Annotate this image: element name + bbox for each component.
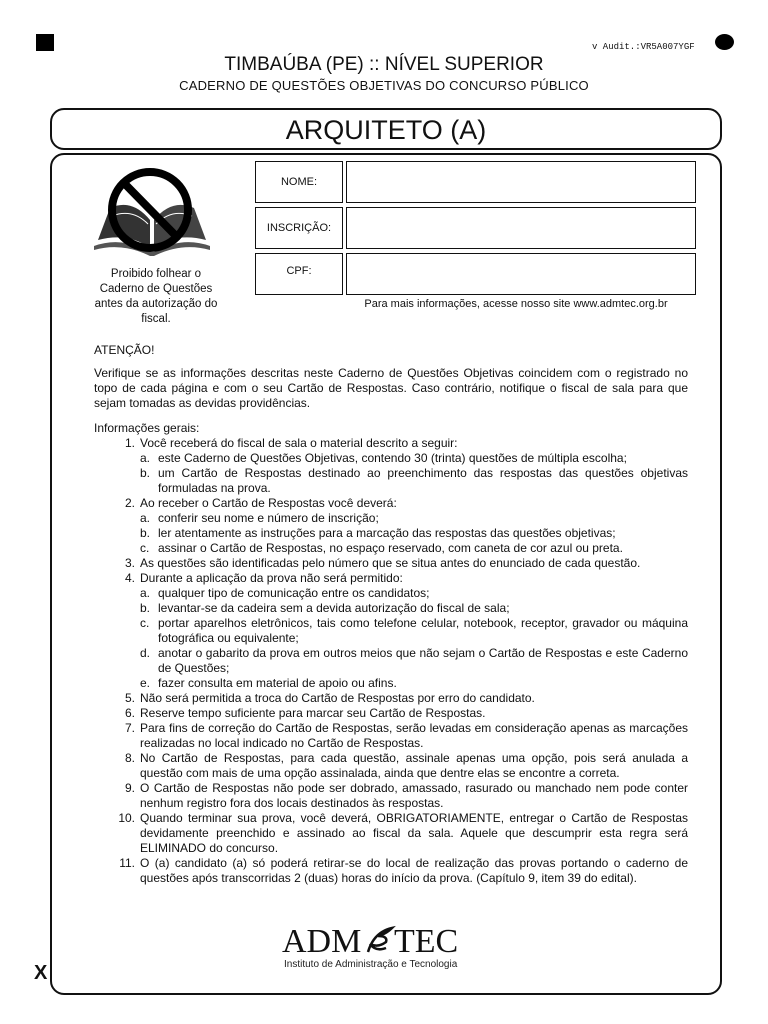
subitem-text: levantar-se da cadeira sem a devida autorização do fiscal de sala;	[158, 601, 510, 615]
instruction-item	[94, 721, 688, 751]
instruction-number: 3.	[124, 556, 135, 570]
registration-field[interactable]	[346, 207, 696, 249]
subitem-letter: b.	[140, 466, 151, 480]
instruction-subitem	[140, 646, 688, 676]
subitem-letter: c.	[140, 541, 150, 555]
instruction-number: 7.	[124, 721, 135, 735]
instruction-item	[94, 556, 688, 571]
instruction-number: 4.	[124, 571, 135, 585]
instruction-text: Quando terminar sua prova, você deverá, OBRIGATORIAMENTE, entregar o Cartão de Respostas devidamente preenchido e assinado ao fiscal da sala. Aquele que descumprir esta regra será ELIMINADO do concurso.	[140, 811, 688, 855]
instruction-number: 6.	[124, 706, 135, 720]
general-info-heading: Informações gerais:	[94, 421, 200, 435]
subitem-letter: d.	[140, 646, 151, 660]
instruction-subitem	[140, 526, 688, 541]
instruction-subitem	[140, 601, 688, 616]
subitem-text: assinar o Cartão de Respostas, no espaço reservado, com caneta de cor azul ou preta.	[158, 541, 623, 555]
registration-label: INSCRIÇÃO:	[255, 207, 343, 249]
instruction-number: 8.	[124, 751, 135, 765]
instruction-text: Não será permitida a troca do Cartão de Respostas por erro do candidato.	[140, 691, 535, 705]
subitem-letter: b.	[140, 526, 151, 540]
instruction-number: 11.	[119, 856, 135, 870]
attention-heading: ATENÇÃO!	[94, 343, 155, 357]
audit-code: v Audit.:VR5A007YGF	[592, 42, 695, 52]
instructions-list	[94, 436, 688, 886]
subitem-text: um Cartão de Respostas destinado ao preenchimento das respostas das questões objetivas formuladas na prova.	[158, 466, 688, 495]
instruction-number: 2.	[124, 496, 135, 510]
instruction-item	[94, 436, 688, 496]
instruction-item	[94, 691, 688, 706]
subitem-letter: c.	[140, 616, 150, 630]
registration-mark-dot	[715, 34, 734, 50]
cpf-field[interactable]	[346, 253, 696, 295]
instruction-sublist	[140, 511, 688, 556]
instruction-subitem	[140, 616, 688, 646]
instruction-subitem	[140, 586, 688, 601]
instruction-item	[94, 571, 688, 691]
verify-paragraph: Verifique se as informações descritas neste Caderno de Questões Objetivas coincidem com o registrado no topo de cada página e com o seu Cartão de Respostas. Caso contrário, notifique o fiscal de sala para que sejam tomadas as devidas providências.	[94, 366, 688, 410]
subitem-letter: e.	[140, 676, 151, 690]
instruction-text: Durante a aplicação da prova não será permitido:	[140, 571, 403, 585]
subitem-text: ler atentamente as instruções para a marcação das respostas das questões objetivas;	[158, 526, 616, 540]
logo-tec: TEC	[394, 923, 459, 960]
instruction-text: No Cartão de Respostas, para cada questão, assinale apenas uma opção, pois será anulada a questão com mais de uma opção assinalada, ainda que dentre elas se encontre a correta.	[140, 751, 688, 780]
instruction-text: O (a) candidato (a) só poderá retirar-se do local de realização das provas portando o caderno de questões após transcorridas 2 (duas) horas do início da prova. (Capítulo 9, item 39 do edital).	[140, 856, 688, 885]
instruction-item	[94, 781, 688, 811]
instruction-text: Para fins de correção do Cartão de Respostas, serão levadas em consideração apenas as marcações realizadas no local indicado no Cartão de Respostas.	[140, 721, 688, 750]
name-field[interactable]	[346, 161, 696, 203]
logo-adm: ADM	[282, 923, 362, 960]
corner-x-mark: X	[34, 962, 48, 984]
instruction-sublist	[140, 451, 688, 496]
subitem-letter: a.	[140, 451, 151, 465]
cpf-label: CPF:	[255, 253, 343, 295]
instruction-text: O Cartão de Respostas não pode ser dobrado, amassado, rasurado ou manchado nem pode conter nenhum registro fora dos locais destinados às respostas.	[140, 781, 688, 810]
instruction-subitem	[140, 676, 688, 691]
registration-mark-square	[36, 34, 54, 51]
instruction-subitem	[140, 466, 688, 496]
page-title: TIMBAÚBA (PE) :: NÍVEL SUPERIOR	[224, 54, 544, 75]
instruction-item	[94, 496, 688, 556]
no-book-icon	[92, 158, 212, 264]
instruction-subitem	[140, 511, 688, 526]
instruction-item	[94, 706, 688, 721]
instruction-text: Reserve tempo suficiente para marcar seu Cartão de Respostas.	[140, 706, 486, 720]
subitem-text: fazer consulta em material de apoio ou afins.	[158, 676, 397, 690]
instruction-item	[94, 811, 688, 856]
instruction-number: 1.	[124, 436, 135, 450]
subitem-text: este Caderno de Questões Objetivas, contendo 30 (trinta) questões de múltipla escolha;	[158, 451, 627, 465]
instruction-number: 10.	[118, 811, 135, 825]
instruction-number: 9.	[124, 781, 135, 795]
name-label: NOME:	[255, 161, 343, 203]
instruction-item	[94, 856, 688, 886]
more-info-text: Para mais informações, acesse nosso site www.admtec.org.br	[364, 298, 668, 310]
subitem-text: portar aparelhos eletrônicos, tais como telefone celular, notebook, receptor, gravador ou máquina fotográfica ou equivalente;	[158, 616, 688, 645]
instruction-sublist	[140, 586, 688, 691]
instruction-text: Você receberá do fiscal de sala o material descrito a seguir:	[140, 436, 458, 450]
subitem-text: conferir seu nome e número de inscrição;	[158, 511, 379, 525]
subitem-letter: a.	[140, 586, 151, 600]
subitem-letter: a.	[140, 511, 151, 525]
instruction-text: Ao receber o Cartão de Respostas você deverá:	[140, 496, 397, 510]
subitem-text: anotar o gabarito da prova em outros meios que não sejam o Cartão de Respostas e este Caderno de Questões;	[158, 646, 688, 675]
subitem-text: qualquer tipo de comunicação entre os candidatos;	[158, 586, 430, 600]
page-subtitle: CADERNO DE QUESTÕES OBJETIVAS DO CONCURSO PÚBLICO	[179, 78, 589, 93]
instruction-subitem	[140, 541, 688, 556]
instruction-number: 5.	[124, 691, 135, 705]
role-title: ARQUITETO (A)	[50, 108, 722, 150]
instruction-text: As questões são identificadas pelo número que se situa antes do enunciado de cada questão.	[140, 556, 641, 570]
instruction-item	[94, 751, 688, 781]
subitem-letter: b.	[140, 601, 151, 615]
prohibition-note: Proibido folhear o Caderno de Questões antes da autorização do fiscal.	[94, 268, 218, 325]
instructions	[94, 343, 688, 886]
logo-tagline: Instituto de Administração e Tecnologia	[284, 959, 458, 970]
instruction-subitem	[140, 451, 688, 466]
